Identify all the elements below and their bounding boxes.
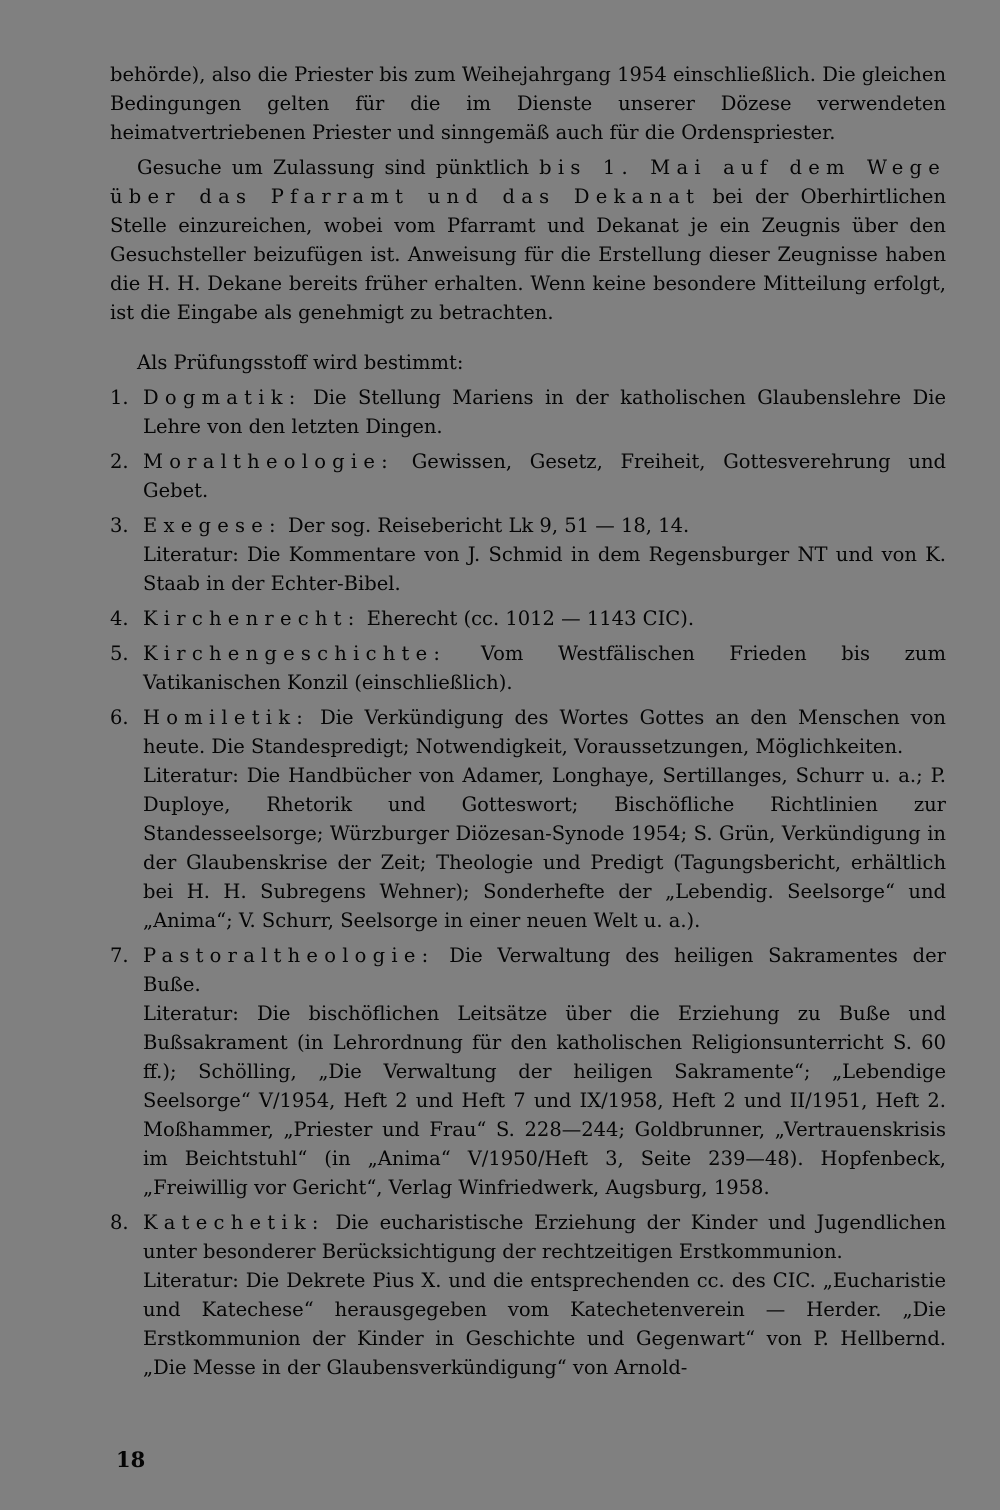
item-description: Eherecht (cc. 1012 — 1143 CIC).	[366, 607, 695, 630]
item-description: Die Stellung Mariens in der katholischen Glaubenslehre Die Lehre von den letzten Dingen.	[143, 386, 946, 438]
item-number: 8.	[110, 1211, 129, 1234]
item-description: Die eucharistische Erziehung der Kinder und Jugendlichen unter besonderer Berücksichtigung der rechtzeitigen Erstkommunion.	[143, 1211, 946, 1263]
item-number: 5.	[110, 642, 129, 665]
item-literature: Literatur: Die Kommentare von J. Schmid in dem Regensburger NT und von K. Staab in der Echter-Bibel.	[143, 543, 946, 595]
intro-paragraph-2-spaced: bis 1. Mai auf dem Wege über das Pfarramt und das Dekanat	[110, 156, 947, 208]
item-number: 6.	[110, 706, 129, 729]
item-subject: Exegese:	[143, 514, 282, 537]
list-item	[110, 447, 946, 505]
item-subject: Homiletik:	[143, 706, 310, 729]
list-item	[110, 703, 946, 935]
item-description: Vom Westfälischen Frieden bis zum Vatikanischen Konzil (einschließlich).	[143, 642, 946, 694]
page-number: 18	[116, 1447, 146, 1472]
item-description: Die Verwaltung des heiligen Sakramentes der Buße.	[143, 944, 946, 996]
item-text	[143, 941, 946, 999]
item-subject: Katechetik:	[143, 1211, 325, 1234]
item-subject: Kirchenrecht:	[143, 607, 361, 630]
item-text	[143, 447, 946, 505]
exam-topics-list	[110, 383, 946, 1382]
list-item	[110, 1208, 946, 1382]
item-literature: Literatur: Die Handbücher von Adamer, Longhaye, Sertillanges, Schurr u. a.; P. Duploye, Rhetorik und Gotteswort; Bischöfliche Richtlinien zur Standesseelsorge; Würzburger Diözesan-Synode 1954; S. Grün, Verkündigung in der Glaubenskrise der Zeit; Theologie und Predigt (Tagungsbericht, erhältlich bei H. H. Subregens Wehner); Sonderhefte der „Lebendig. Seelsorge“ und „Anima“; V. Schurr, Seelsorge in einer neuen Welt u. a.).	[143, 764, 946, 932]
item-description: Die Verkündigung des Wortes Gottes an den Menschen von heute. Die Standespredigt; Notwendigkeit, Voraussetzungen, Möglichkeiten.	[143, 706, 946, 758]
item-literature: Literatur: Die bischöflichen Leitsätze über die Erziehung zu Buße und Bußsakrament (in Lehrordnung für den katholischen Religionsunterricht S. 60 ff.); Schölling, „Die Verwaltung der heiligen Sakramente“; „Lebendige Seelsorge“ V/1954, Heft 2 und Heft 7 und IX/1958, Heft 2 und II/1951, Heft 2. Moßhammer, „Priester und Frau“ S. 228—244; Goldbrunner, „Vertrauenskrisis im Beichtstuhl“ (in „Anima“ V/1950/Heft 3, Seite 239—48). Hopfenbeck, „Freiwillig vor Gericht“, Verlag Winfriedwerk, Augsburg, 1958.	[143, 1002, 946, 1199]
item-description: Der sog. Reisebericht Lk 9, 51 — 18, 14.	[288, 514, 690, 537]
item-description: Gewissen, Gesetz, Freiheit, Gottesverehrung und Gebet.	[143, 450, 946, 502]
item-number: 7.	[110, 944, 129, 967]
item-number: 3.	[110, 514, 129, 537]
item-subject: Dogmatik:	[143, 386, 302, 409]
list-item	[110, 639, 946, 697]
item-subject: Kirchengeschichte:	[143, 642, 447, 665]
item-subject: Moraltheologie:	[143, 450, 394, 473]
intro-paragraph-2-start: Gesuche um Zulassung sind pünktlich	[137, 156, 530, 179]
item-number: 1.	[110, 386, 129, 409]
item-text	[143, 1208, 946, 1266]
item-subject: Pastoraltheologie:	[143, 944, 435, 967]
intro-paragraph-2	[110, 153, 946, 327]
item-literature: Literatur: Die Dekrete Pius X. und die entsprechenden cc. des CIC. „Eucharistie und Katechese“ herausgegeben vom Katechetenverein — Herder. „Die Erstkommunion der Kinder in Geschichte und Gegenwart“ von P. Hellbernd. „Die Messe in der Glaubensverkündigung“ von Arnold-	[143, 1269, 946, 1379]
list-item	[110, 941, 946, 1202]
exam-topics-heading: Als Prüfungsstoff wird bestimmt:	[137, 351, 464, 374]
item-text	[143, 703, 946, 761]
list-item	[110, 511, 946, 598]
list-item	[110, 383, 946, 441]
item-text	[143, 639, 946, 697]
list-item	[110, 604, 946, 633]
item-text	[143, 511, 946, 540]
item-number: 4.	[110, 607, 129, 630]
item-text	[143, 383, 946, 441]
item-text	[143, 604, 946, 633]
intro-paragraph-2-rest: bei der Oberhirtlichen Stelle einzureichen, wobei vom Pfarramt und Dekanat je ein Zeugnis über den Gesuchsteller beizufügen ist. Anweisung für die Erstellung dieser Zeugnisse haben die H. H. Dekane bereits früher erhalten. Wenn keine besondere Mitteilung erfolgt, ist die Eingabe als genehmigt zu betrachten.	[110, 185, 947, 324]
item-number: 2.	[110, 450, 129, 473]
page-body	[110, 60, 946, 1382]
intro-paragraph-1: behörde), also die Priester bis zum Weihejahrgang 1954 einschließlich. Die gleichen Bedingungen gelten für die im Dienste unserer Dözese verwendeten heimatvertriebenen Priester und sinngemäß auch für die Ordenspriester.	[110, 63, 946, 144]
